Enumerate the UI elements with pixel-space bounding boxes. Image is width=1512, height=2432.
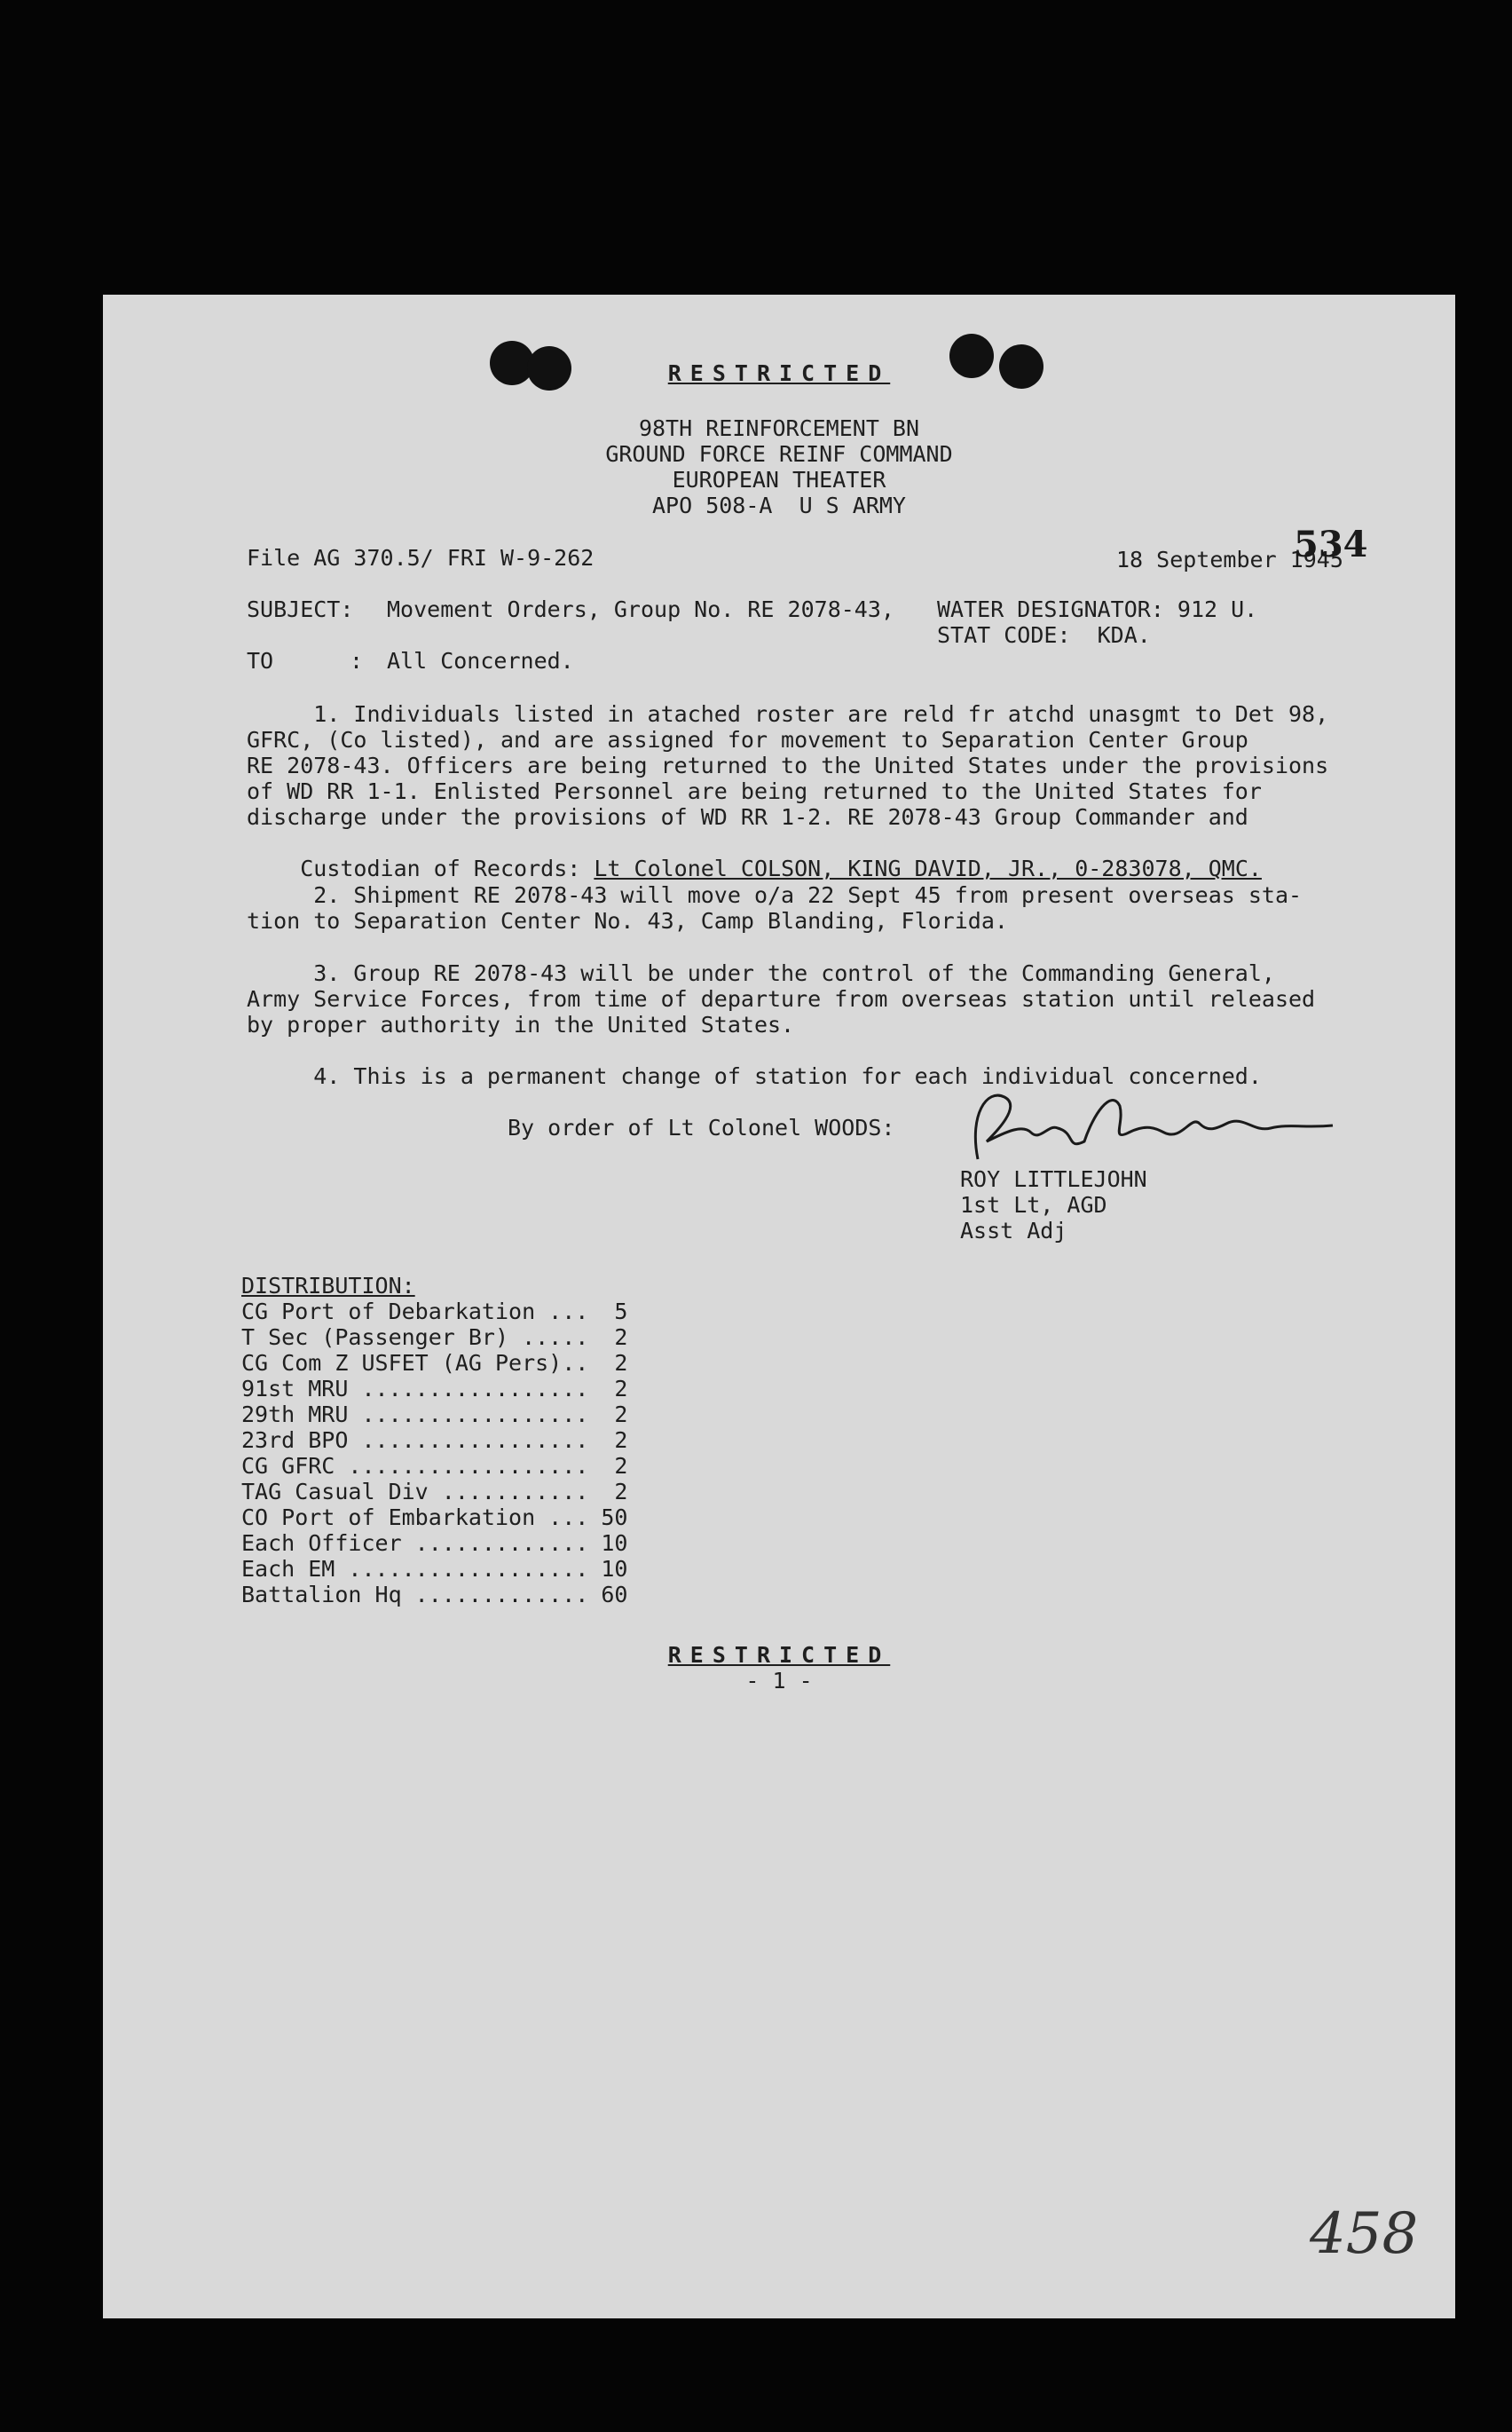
distribution-heading: DISTRIBUTION: (241, 1273, 415, 1299)
water-designator: WATER DESIGNATOR: 912 U. (937, 596, 1258, 622)
distribution-row (241, 1504, 627, 1530)
distribution-recipient: TAG Casual Div ........... (241, 1479, 589, 1504)
distribution-row (241, 1453, 627, 1479)
custodian-name: Lt Colonel COLSON, KING DAVID, JR., 0-283078, QMC. (594, 856, 1262, 881)
distribution-row (241, 1427, 627, 1453)
subject-text: Movement Orders, Group No. RE 2078-43, (387, 596, 894, 622)
distribution-count: 2 (614, 1427, 628, 1453)
to-label: TO (247, 648, 274, 674)
distribution-count: 50 (601, 1504, 628, 1530)
distribution-recipient: CG GFRC .................. (241, 1453, 589, 1479)
archive-number: 458 (1310, 2201, 1419, 2267)
distribution-recipient: Battalion Hq ............. (241, 1582, 589, 1607)
distribution-row (241, 1479, 627, 1504)
distribution-count: 10 (601, 1556, 628, 1582)
document-date: 18 September 1945 (1116, 547, 1343, 572)
page-number: - 1 - (745, 1668, 813, 1694)
subject-label: SUBJECT: (247, 596, 354, 622)
distribution-row (241, 1530, 627, 1556)
signature-mark (960, 1079, 1351, 1177)
classification-footer: RESTRICTED (667, 1642, 891, 1668)
signatory-title: Asst Adj (960, 1218, 1067, 1244)
distribution-count: 60 (601, 1582, 628, 1607)
distribution-row (241, 1299, 627, 1324)
to-recipient: All Concerned. (387, 648, 574, 674)
paragraph-4: 4. This is a permanent change of station for each individual concerned. (247, 1063, 1262, 1089)
distribution-row (241, 1324, 627, 1350)
distribution-count: 5 (614, 1299, 628, 1324)
file-reference: File AG 370.5/ FRI W-9-262 (247, 545, 595, 571)
paragraph-3-line: by proper authority in the United States. (247, 1012, 795, 1038)
paragraph-1-line: 1. Individuals listed in atached roster are reld fr atchd unasgmt to Det 98, (247, 701, 1329, 727)
distribution-recipient: CG Com Z USFET (AG Pers).. (241, 1350, 589, 1376)
distribution-recipient: 23rd BPO ................. (241, 1427, 589, 1453)
unit-line: EUROPEAN THEATER (672, 467, 886, 493)
distribution-count: 10 (601, 1530, 628, 1556)
paragraph-1-line: GFRC, (Co listed), and are assigned for movement to Separation Center Group (247, 727, 1248, 753)
distribution-recipient: Each Officer ............. (241, 1530, 589, 1556)
custodian-label: Custodian of Records: (300, 856, 595, 881)
paragraph-2-line: tion to Separation Center No. 43, Camp Blanding, Florida. (247, 908, 1008, 934)
classification-header: RESTRICTED (667, 360, 891, 386)
unit-line: 98TH REINFORCEMENT BN (638, 415, 920, 441)
paragraph-1-line: RE 2078-43. Officers are being returned to the United States under the provisions (247, 753, 1329, 778)
distribution-row (241, 1350, 627, 1376)
distribution-count: 2 (614, 1402, 628, 1427)
paragraph-3-line: Army Service Forces, from time of departure from overseas station until released (247, 986, 1316, 1012)
distribution-count: 2 (614, 1376, 628, 1402)
signatory-name: ROY LITTLEJOHN (960, 1166, 1147, 1192)
distribution-recipient: CO Port of Embarkation ... (241, 1504, 589, 1530)
unit-line: APO 508-A U S ARMY (652, 493, 906, 518)
distribution-row (241, 1376, 627, 1402)
handwritten-number: 534 (1294, 524, 1368, 565)
distribution-count: 2 (614, 1350, 628, 1376)
to-separator: : (350, 648, 364, 674)
distribution-row (241, 1582, 627, 1607)
distribution-recipient: 91st MRU ................. (241, 1376, 589, 1402)
unit-line: GROUND FORCE REINF COMMAND (605, 441, 953, 467)
document-page (103, 295, 1455, 2318)
distribution-recipient: T Sec (Passenger Br) ..... (241, 1324, 589, 1350)
distribution-table (241, 1299, 627, 1607)
signatory-rank: 1st Lt, AGD (960, 1192, 1107, 1218)
stat-code: STAT CODE: KDA. (937, 622, 1151, 648)
distribution-count: 2 (614, 1324, 628, 1350)
distribution-row (241, 1402, 627, 1427)
by-order-line: By order of Lt Colonel WOODS: (508, 1115, 895, 1141)
distribution-recipient: 29th MRU ................. (241, 1402, 589, 1427)
distribution-recipient: CG Port of Debarkation ... (241, 1299, 589, 1324)
distribution-count: 2 (614, 1453, 628, 1479)
distribution-count: 2 (614, 1479, 628, 1504)
distribution-recipient: Each EM .................. (241, 1556, 589, 1582)
paragraph-2-line: 2. Shipment RE 2078-43 will move o/a 22 Sept 45 from present overseas sta- (247, 882, 1303, 908)
distribution-row (241, 1556, 627, 1582)
paragraph-1-line: discharge under the provisions of WD RR 1-2. RE 2078-43 Group Commander and (247, 804, 1248, 830)
paragraph-1-line: of WD RR 1-1. Enlisted Personnel are being returned to the United States for (247, 778, 1262, 804)
paragraph-3-line: 3. Group RE 2078-43 will be under the control of the Commanding General, (247, 960, 1275, 986)
